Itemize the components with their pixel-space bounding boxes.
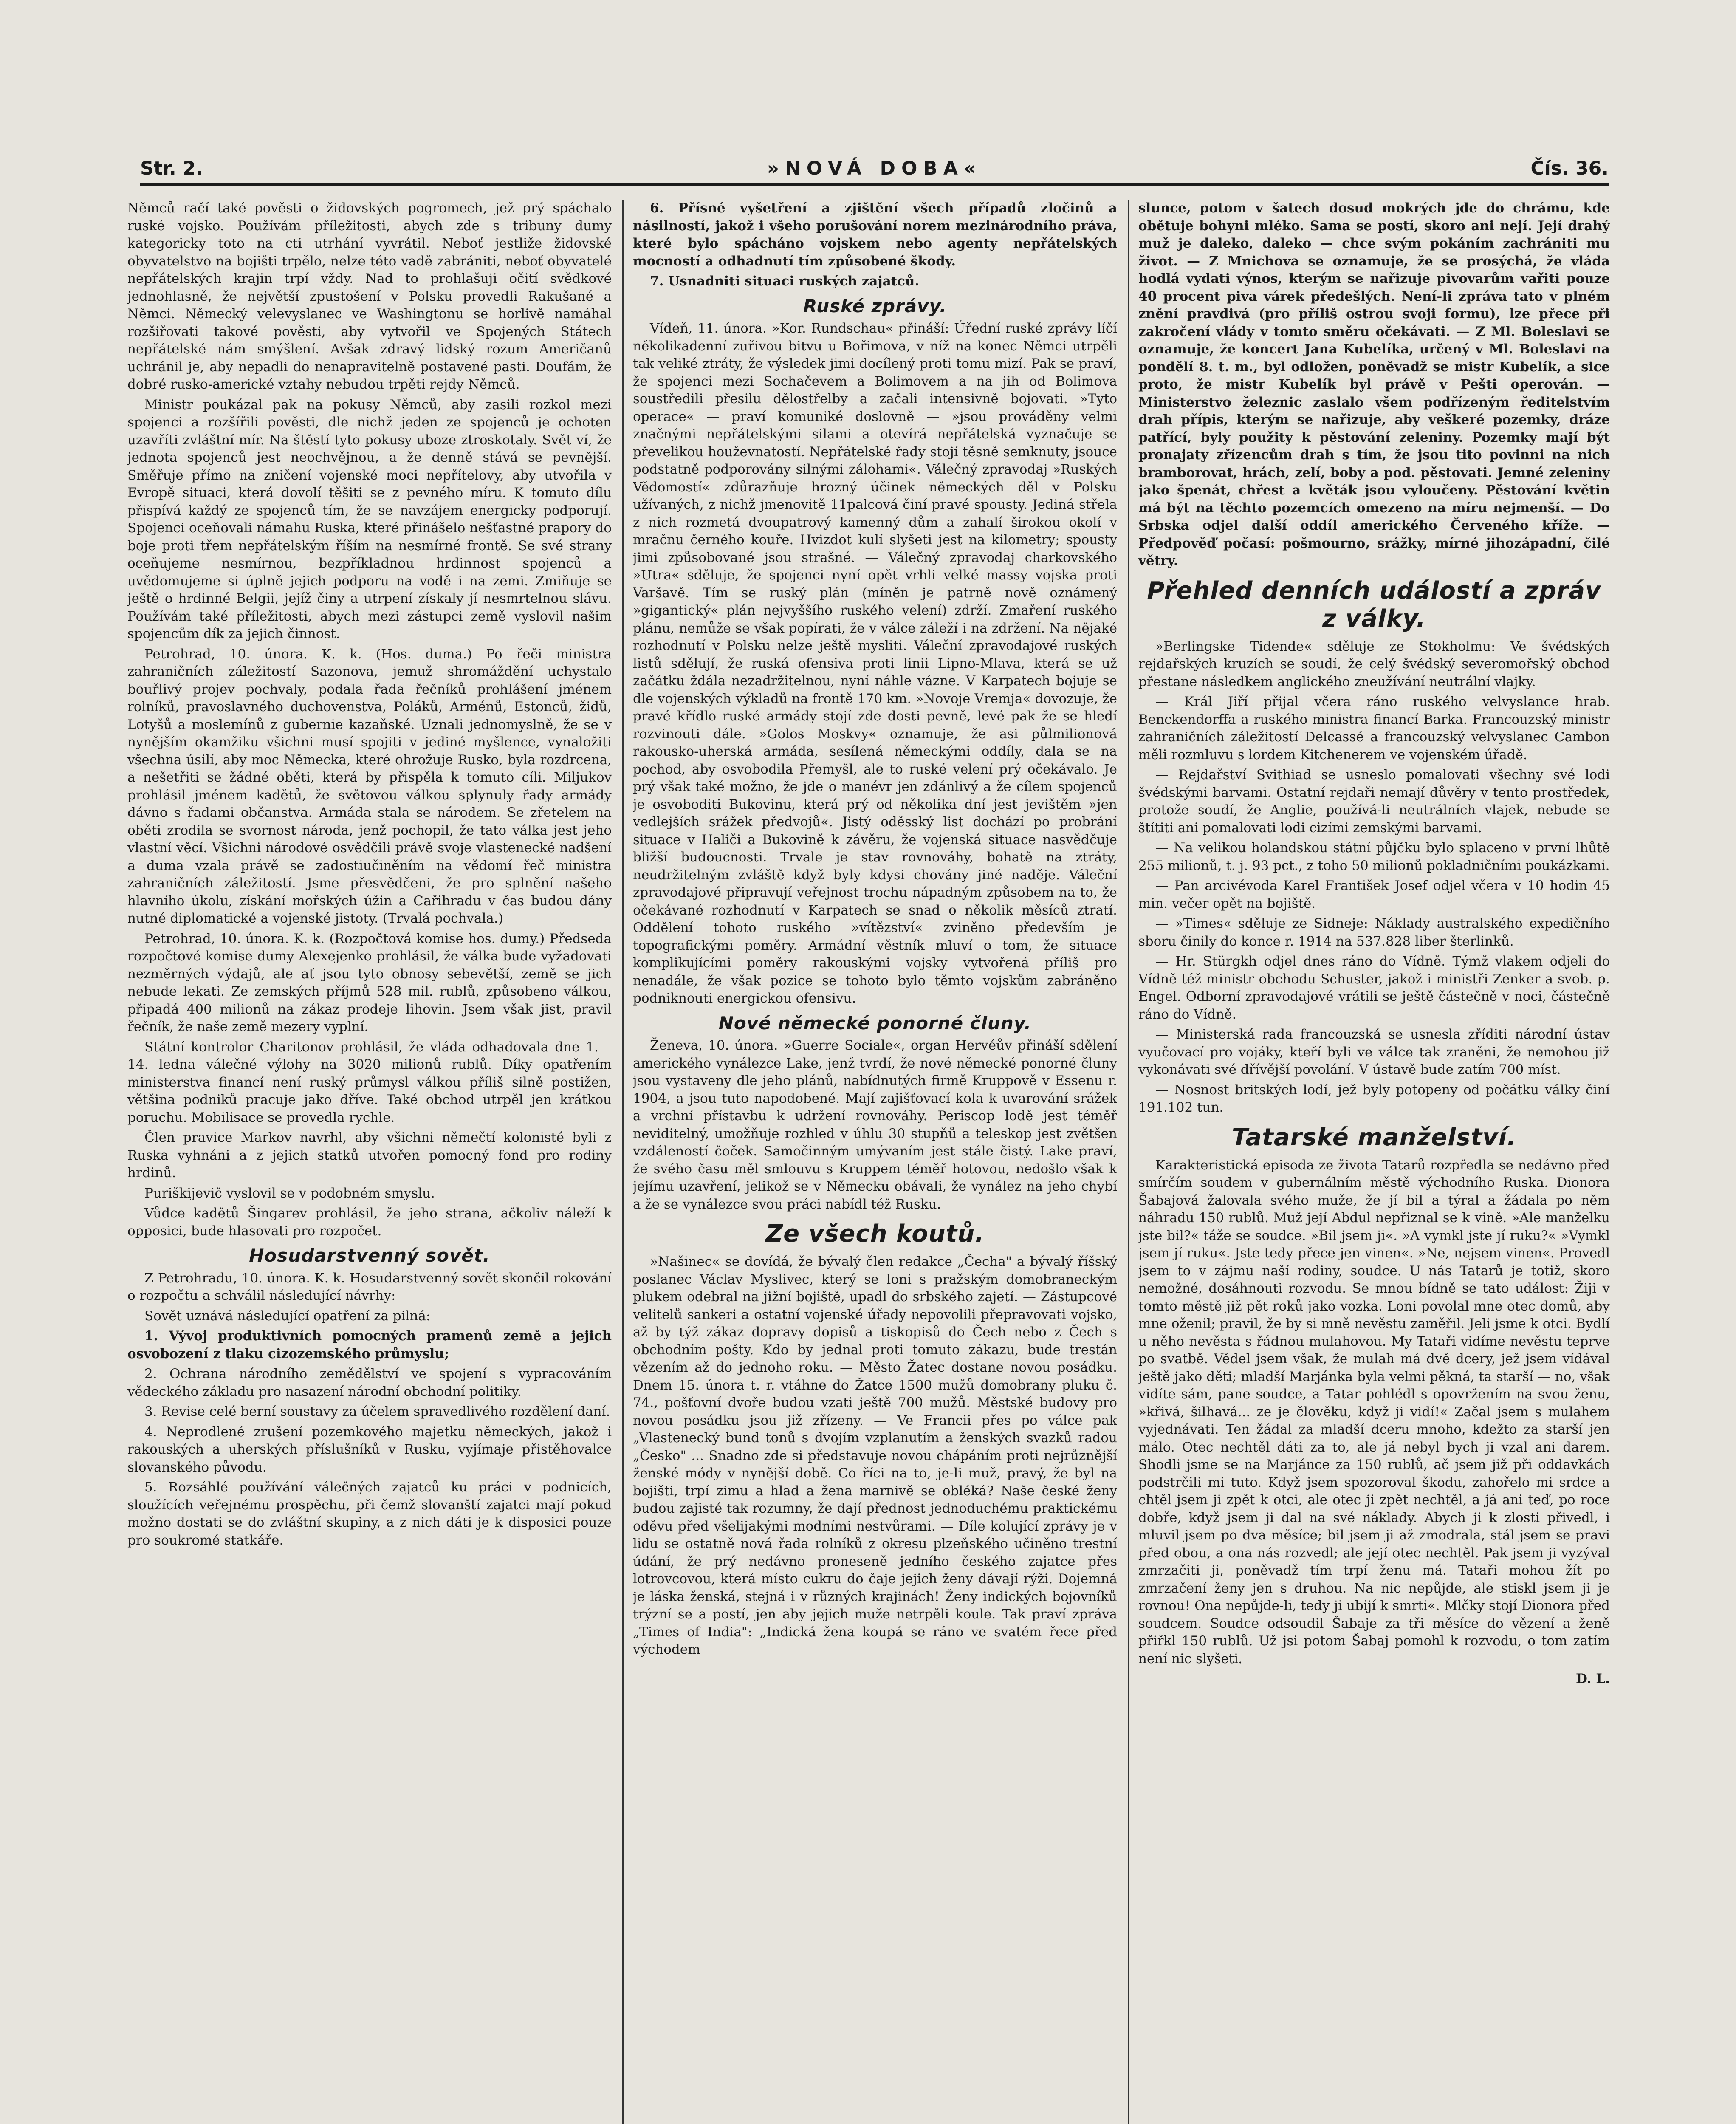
- paragraph: Puriškijevič vyslovil se v podobném smyslu.: [144, 1185, 435, 1201]
- paragraph: — Nosnost britských lodí, jež byly potopeny od počátku války činí 191.102 tun.: [1138, 1082, 1610, 1115]
- list-item: 2. Ochrana národního zemědělství ve spojení s vypracováním vědeckého základu pro nasazení národní obchodní politiky.: [127, 1366, 612, 1399]
- list-item: 3. Revise celé berní soustavy za účelem spravedlivého rozdělení daní.: [144, 1404, 610, 1419]
- paragraph: »Berlingske Tidende« sděluje ze Stokholmu: Ve švédských rejdařských kruzích se soudí, že celý švédský severomořský obchod přestane následkem anglického zneužívání neutrální vlajky.: [1138, 638, 1610, 689]
- column-3: [1138, 200, 1610, 2124]
- list-item: 6. Přísné vyšetření a zjištění všech případů zločinů a násilností, jakož i všeho porušování norem mezinárodního práva, které bylo spácháno vojskem nebo agenty nepřátelských mocností a odhadnutí tím způsobené škody.: [633, 201, 1117, 269]
- paragraph: — Na velikou holandskou státní půjčku bylo splaceno v první lhůtě 255 milionů, t. j. 93 pct., z toho 50 milionů pokladničními poukázkami.: [1138, 840, 1610, 873]
- paragraph: Vůdce kadětů Šingarev prohlásil, že jeho strana, ačkoliv náleží k opposici, bude hlasovati pro rozpočet.: [127, 1206, 612, 1239]
- column-rule: [622, 200, 624, 2124]
- paragraph: Němců račí také pověsti o židovských pogromech, jež prý spáchalo ruské vojsko. Používám příležitosti, abych zde s tribuny dumy kategoricky toto na cti utrhání vyvrátil. Neboť jestliže židovské obyvatelstvo na bojišti trpělo, nelze této vadě zabrániti, neboť obyvatelé nepřátelských krajin trpí vždy. Nad to prohlašuji očití svědkové jednohlasně, že největší zpustošení v Polsku provedli Rakušané a Němci. Německý velevyslanec ve Washingtonu se horlivě namáhal rozšiřovati takové pověsti, aby vytvořil ve Spojených Státech nepřátelské nám smýšlení. Avšak zdravý lidský rozum Američanů uchránil je, aby nepadli do nenapravitelně postavené pasti. Doufám, že dobré rusko-americké vztahy nebudou trpěti rejdy Němců.: [127, 201, 612, 392]
- paragraph: »Našinec« se dovídá, že bývalý člen redakce „Čecha" a bývalý říšský poslanec Václav Myslivec, který se loni s pražským domobraneckým plukem odebral na jižní bojiště, upadl do srbského zajetí. — Zástupcové velitelů sankeri a ostatní vojenské úřady nepovolili přepravovati vojsko, až by týž zákaz dopravy dopisů a tiskopisů do Čech nebo z Čech s obchodním pošty. Kdo by jednal proti tomuto zákazu, bude trestán vězením až do jednoho roku. — Město Žatec dostane novou posádku. Dnem 15. února t. r. vtáhne do Žatce 1500 mužů domobrany pluku č. 74., pošťovní dvoře budou vzati ještě 700 mužů. Městské budovy pro novou posádku jsou již zřízeny. — Ve Francii přes po válce pak „Vlastenecký bund tonů s dvojím vzplanutím a ženských svazků radou „Česko" ... Snadno zde si představuje novou chápáním proti nejrůznější ženské módy v nynější době. Co říci na to, je-li muž, pravý, že byl na bojišti, trpí zimu a hlad a žena marnivě se obléká? Naše české ženy budou zajisté tak rozumny, že dají přednost jednoduchému praktickému oděvu před všelijakými modními nestvůrami. — Díle kolující zprávy je v lidu se ostatně nová řada rolníků z okresu plzeňského učiněno trestní údání, že prý nedávno proneseně jedního českého zajatce přes lotrovcovou, která místo cukru do čaje jejich ženy dávají rýži. Dojemná je láska ženská, stejná i v různých krajinách! Ženy indických bojovníků trýzní se a postí, jen aby jejich muže netrpěli koule. Tak praví zpráva „Times of India": „Indická žena koupá se ráno ve svatém řece před východem: [633, 1254, 1117, 1657]
- paragraph: Sovět uznává následující opatření za pilná:: [144, 1308, 431, 1324]
- paragraph: — Hr. Stürgkh odjel dnes ráno do Vídně. Týmž vlakem odjeli do Vídně též ministr obchodu Schuster, jakož i ministři Zenker a svob. p. Engel. Odborní zpravodajové vrátili se ještě částečně v noci, částečně ráno do Vídně.: [1138, 954, 1610, 1022]
- paragraph: — Pan arcivévoda Karel František Josef odjel včera v 10 hodin 45 min. večer opět na bojiště.: [1138, 878, 1610, 911]
- section-heading: Hosudarstvenný sovět.: [249, 1245, 490, 1266]
- paragraph: Člen pravice Markov navrhl, aby všichni němečtí kolonisté byli z Ruska vyhnáni a z jejich statků utvořen pomocný fond pro rodiny hrdinů.: [127, 1130, 612, 1181]
- paragraph: Vídeň, 11. února. »Kor. Rundschau« přináší: Úřední ruské zprávy líčí několikadenní zuřivou bitvu u Bořimova, v níž na konec Němci utrpěli tak veliké ztráty, že výsledek jimi docílený proti tomu mizí. Pak se praví, že spojenci mezi Sochačevem a Bolimovem a na jih od Bolimova soustředili přesilu dělostřelby a začali intensivně bojovati. »Tyto operace« — praví komuniké doslovně — »jsou prováděny velmi značnými nepřátelskými silami a otevírá nepřátelská vyznačuje se převelikou houževnatostí. Nepřátelské řady stojí těsně semknuty, jsouce podstatně podporovány silnými zálohami«. Válečný zpravodaj »Ruských Vědomostí« zdůrazňuje hrozný účinek německých děl v Polsku užívaných, z nichž jmenovitě 11palcová činí pravé spousty. Jediná střela z nich rozmetá dvoupatrový kamenný dům a zahalí širokou okolí v mračnu černého kouře. Hvizdot kulí slyšeti jest na kilometry; spousty jimi způsobované jsou strašné. — Válečný zpravodaj charkovského »Utra« sděluje, že spojenci nyní opět vrhli velké massy vojska proti Varšavě. Tím se ruský plán (míněn je patrně nově oznámený »gigantický« plán nejvyššího ruského velení) zdrží. Zmaření ruského plánu, nemůže se však popírati, že v válce záleží i na zdržení. Na nějaké rozhodnutí v Polsku nelze ještě mysliti. Váleční zpravodajové ruských listů sdělují, že ruská ofensiva proti linii Lipno-Mlava, která se už začátku ždála nezadržitelnou, nyní náhle vázne. V Karpatech bojuje se dle vojenských výkladů na frontě 170 km. »Novoje Vremja« dovozuje, že pravé křídlo ruské armády stojí zde dosti pevně, levé pak že se hledí rozvinouti dále. »Golos Moskvy« oznamuje, že asi půlmilionová rakousko-uherská armáda, sesílená německými oddíly, dala se na pochod, aby osvobodila Přemyšl, ale to ruské velení prý očekávalo. Je prý však také možno, že jde o manévr jen zdánlivý a že cílem spojenců je osvoboditi Bukovinu, která prý od několika dní jest jevištěm »jen vedlejších srážek předvojů«. Jistý oděsský list dochází po probrání situace v Haliči a Bukovině k závěru, že vojenská situace nasvědčuje bližší budoucnosti. Trvale je stav rovnováhy, bohatě na ztráty, neudržitelným zvláště když byly kdysi chovány jiné naděje. Váleční zpravodajové připravují veřejnost trochu nápadným způsobem na to, že očekávané rozhodnutí v Karpatech se snad o několik měsíců ztratí. Oddělení tohoto ruského »vítězství« zviněno především je topografickými poměry. Armádní věstník mluví o tom, že situace komplikujícími poměry rakouskými vojsky vytvořená příliš pro nenadále, že však pozice se tohoto bylo těmto vojskům zabráněno podniknouti energickou ofensivu.: [633, 321, 1117, 1006]
- column-rule: [1128, 200, 1129, 2124]
- page-header: [140, 153, 1609, 186]
- paragraph: — Rejdařství Svithiad se usneslo pomalovati všechny své lodi švédskými barvami. Ostatní rejdaři nemají důvěry v tento prostředek, protože soudí, že Anglie, používá-li neutrálních vlajek, nebude se štítiti ani pomalovati lodi cizími zemskými barvami.: [1138, 767, 1610, 836]
- paragraph: Petrohrad, 10. února. K. k. (Rozpočtová komise hos. dumy.) Předseda rozpočtové komise dumy Alexejenko prohlásil, že válka bude vyžadovati nezměrných výdajů, ale ať jsou tyto obnosy sebevětší, země se jich nebude lekati. Ze zemských příjmů 528 mil. rublů, způsobeno válkou, připadá 400 milionů na zákaz prodeje lihovin. Jsem však jist, pravil řečník, že naše země mezery vyplní.: [127, 931, 612, 1034]
- paragraph: Karakteristická episoda ze života Tatarů rozpředla se nedávno před smírčím soudem v gubernálním městě východního Ruska. Dionora Šabajová žalovala svého muže, že jí bil a týral a žádala po něm náhradu 150 rublů. Muž její Abdul nepřiznal se k vině. »Ale manželku jste bil?« táže se soudce. »Bil jsem ji«. »A vymkl jste jí ruku?« »Vymkl jsem jí ruku«. Jste tedy přece jen vinen«. »Ne, nejsem vinen«. Provedl jsem to v zájmu naší rodiny, soudce. U nás Tatarů je totiž, skoro nemožné, dosáhnouti rozvodu. Se mnou bídně se tato událost: Žiji v tomto městě již pět roků jako vozka. Loni povolal mne otec domů, aby mne oženil; pravil, že by si mně nevěstu zaměřil. Jeli jsme k otci. Bydlí u něho nevěsta s řádnou mulahovou. My Tataři vidíme nevěstu teprve po svatbě. Vědel jsem však, že mulah má dvě dcery, jež jsem vídával ještě jako děti; mladší Marjánka byla velmi pěkná, ta starší — no, však vidíte sám, pane soudce, a Tatar pohlédl s opovržením na svou ženu, »křivá, šilhavá... ze je člověku, když ji vidí!« Začal jsem s mulahem vyjednávati. Ten žádal za mladší dceru mnoho, kdežto za starší jen málo. Otec nechtěl dáti za to, ale já nebyl bych ji vzal ani darem. Shodli jsme se na Marjánce za 150 rublů, ač jsem již při oddavkách podstrčili mi tuto. Když jsem spozoroval škodu, zahořelo mi srdce a chtěl jsem ji zpět k otci, ale otec ji zpět nechtěl, a já ani teď, po roce dobře, když jsem ji dal na své náklady. Abych ji k zlosti přivedl, i mluvil jsem po dva měsíce; bil jsem ji až zmodrala, stál jsem se pravi před obou, a ona nás rozvedl; ale její otec nechtěl. Pak jsem ji vyzýval zmrzačiti ji, poněvadž tím trpí ženu má. Tataři mohou žít po zmrzačení ženy jen s druhou. Na nic nepůjde, ale stiskl jsem ji je rovnou! Ona nepůjde-li, tedy ji ubijí k smrti«. Mlčky stojí Dionora před soudcem. Soudce odsoudil Šabaje za tři měsíce do vězení a ženě přiřkl 150 rublů. Už jsi potom Šabaj pomohl k rozvodu, o tom zatím není nic slyšeti.: [1138, 1157, 1610, 1666]
- paragraph: — »Times« sděluje ze Sidneje: Náklady australského expedičního sboru činily do konce r. 1914 na 537.828 liber šterlinků.: [1138, 916, 1610, 949]
- paragraph: — Ministerská rada francouzská se usnesla zříditi národní ústav vyučovací pro vojáky, kteří byli ve válce tak zraněni, že nemohou již vykonávati své dřívější povolání. V ústavě bude zatím 700 míst.: [1138, 1027, 1610, 1077]
- paragraph: — Král Jiří přijal včera ráno ruského velvyslance hrab. Benckendorffa a ruského ministra financí Barka. Francouzský ministr zahraničních záležitostí Delcassé a francouzský velvyslanec Cambon měli rozmluvu s lordem Kitchenerem ve vojenském úřadě.: [1138, 694, 1610, 763]
- page-number: Str. 2.: [140, 158, 203, 179]
- column-1: [127, 200, 612, 2124]
- paragraph: slunce, potom v šatech dosud mokrých jde do chrámu, kde obětuje bohyni mléko. Sama se postí, skoro ani nejí. Její drahý muž je daleko, daleko — chce svým pokáním zachrániti mu život. — Z Mnichova se oznamuje, že se prosýchá, že vláda hodlá vydati výnos, kterým se nařizuje pivovarům vařiti pouze 40 procent piva várek předešlých. Není-li zpráva tato v plném znění pravdivá (pro příliš ostrou svoji formu), lze přece při zakročení vlády v tomto směru očekávati. — Z Ml. Boleslavi se oznamuje, že koncert Jana Kubelíka, určený v Ml. Boleslavi na pondělí 8. t. m., byl odložen, poněvadž se mistr Kubelík, a sice proto, že mistr Kubelík byl právě v Pešti operován. — Ministerstvo železnic zaslalo všem podřízeným ředitelstvím drah přípis, kterým se nařizuje, aby veškeré pozemky, dráze patřící, byly použity k pěstování zeleniny. Pozemky mají být pronajaty zřízencům drah s tím, že jsou tito povinni na nich bramborovat, hrách, zelí, boby a pod. pěstovati. Jemné zeleniny jako špenát, chřest a květák jsou vyloučeny. Pěstování květin má být na těchto pozemcích omezeno na míru nejmenší. — Do Srbska odjel další oddíl amerického Červeného kříže. — Předpověď počasí: pošmourno, srážky, mírné jihozápadní, čilé větry.: [1138, 201, 1610, 568]
- section-heading: Nové německé ponorné čluny.: [718, 1012, 1032, 1034]
- paragraph: Ženeva, 10. února. »Guerre Sociale«, organ Hervéův přináší sdělení amerického vynálezce Lake, jenž tvrdí, že nové německé ponorné čluny jsou vystaveny dle jeho plánů, nabídnutých firmě Kruppově v Essenu r. 1904, a jsou tuto napodobené. Mají zajišťovací kola k uvarování srážek a vrchní přístavbu k udržení rovnováhy. Periscop lodě jest téměř neviditelný, umožňuje rozhled v úhlu 30 stupňů a teleskop jest zvětšen vzdáleností čoček. Samočinným umývaním jest stále čistý. Lake praví, že svého času měl smlouvu s Kruppem téměř hotovou, nedošlo však k jejímu uzavření, jelikož se v Německu obávali, že vynález na jeho chybí a že se vynálezce svou práci nabídl též Rusku.: [633, 1038, 1117, 1212]
- list-item: 1. Vývoj produktivních pomocných pramenů země a jejich osvobození z tlaku cizozemského průmyslu;: [127, 1328, 612, 1361]
- list-item: 5. Rozsáhlé používání válečných zajatců ku práci v podnicích, sloužících veřejnému prospěchu, při čemž slovanští zajatci mají pokud možno dostati se do zvláštní skupiny, a z nich dáti je k disposici pouze pro soukromé statkáře.: [127, 1480, 612, 1548]
- issue-number: Čís. 36.: [1530, 158, 1609, 179]
- paragraph: Státní kontrolor Charitonov prohlásil, že vláda odhadovala dne 1.—14. ledna válečné výlohy na 3020 milionů rublů. Díky opatřením ministerstva financí není ruský průmysl válkou příliš silně postižen, většina podniků pracuje jako dříve. Také obchod utrpěl jen krátkou poruchu. Mobilisace se provedla rychle.: [127, 1039, 612, 1125]
- paragraph: Ministr poukázal pak na pokusy Němců, aby zasili rozkol mezi spojenci a rozšířili pověsti, dle nichž jeden ze spojenců je ochoten uzavříti zvláštní mír. Na štěstí tyto pokusy uboze ztroskotaly. Svět ví, že jednota spojenců jest neochvějnou, a že denně stává se pevnější. Směřuje přímo na zničení vojenské moci nepřítelovy, aby utvořila v Evropě situaci, která dovolí těšiti se z pevného míru. K tomuto dílu přispívá každý ze spojenců tím, že se navzájem energicky podporují. Spojenci oceňovali námahu Ruska, které přinášelo nešťastné prapory do boje proti třem nepřátelským říším na nesmírné frontě. Se své strany oceňujeme nesmírnou, bezpříkladnou hrdinnost spojenců a uvědomujeme si úplně jejich podporu na vodě i na zemi. Zmiňuje se ještě o hrdinné Belgii, jejíž činy a utrpení získaly jí nesmrtelnou slávu. Používám také příležitosti, abych mezi zástupci země vyslovil našim spojencům dík za jejich činnost.: [127, 397, 612, 641]
- list-item: 7. Usnadniti situaci ruských zajatců.: [650, 274, 920, 289]
- section-heading: Přehled denních událostí a zpráv z války.: [1147, 576, 1601, 633]
- masthead-title: »NOVÁ DOBA«: [767, 158, 982, 179]
- section-heading: Ze všech koutů.: [765, 1220, 985, 1248]
- column-2: [633, 200, 1117, 2124]
- author-signature: D. L.: [1576, 1671, 1610, 1686]
- paragraph: Z Petrohradu, 10. února. K. k. Hosudarstvenný sovět skončil rokování o rozpočtu a schválil následující návrhy:: [127, 1270, 612, 1303]
- list-item: 4. Neprodlené zrušení pozemkového majetku německých, jakož i rakouských a uherských příslušníků v Rusku, vyjímaje přistěhovalce slovanského původu.: [127, 1424, 612, 1475]
- paragraph: Petrohrad, 10. února. K. k. (Hos. duma.) Po řeči ministra zahraničních záležitostí Sazonova, jemuž shromáždění uchystalo bouřlivý projev pochvaly, podala řada řečníků prohlášení jménem rolníků, pravoslavného duchovenstva, Poláků, Arménů, Estonců, židů, Lotyšů a moslemínů z gubernie kazaňské. Uznali jednomyslně, že se v nynějším okamžiku všichni musí spojiti v jediné myšlence, vynaložiti všechna úsilí, aby moc Německa, které ohrožuje Rusko, byla rozdrcena, a nešetřiti se žádné oběti, která by přispěla k tomuto cíli. Miljukov prohlásil jménem kadětů, že světovou válkou splynuly řady armády dávno s řadami občanstva. Armáda stala se národem. Se zřetelem na oběti zrodila se svornost národa, jenž pochopil, že tato válka jest jeho vlastní věcí. Všichni národové osvědčili právě svoje vlastenecké nadšení a duma vzala právě se zadostiučiněním na vědomí řeč ministra zahraničních záležitostí. Jsme přesvědčeni, že pro splnění našeho hlavního úkolu, získání mořských úžin a Cařihradu v čas budou dány nutné diplomatické a vojenské jistoty. (Trvalá pochvala.): [127, 646, 612, 926]
- section-heading: Tatarské manželství.: [1231, 1123, 1517, 1151]
- section-heading: Ruské zprávy.: [803, 295, 947, 316]
